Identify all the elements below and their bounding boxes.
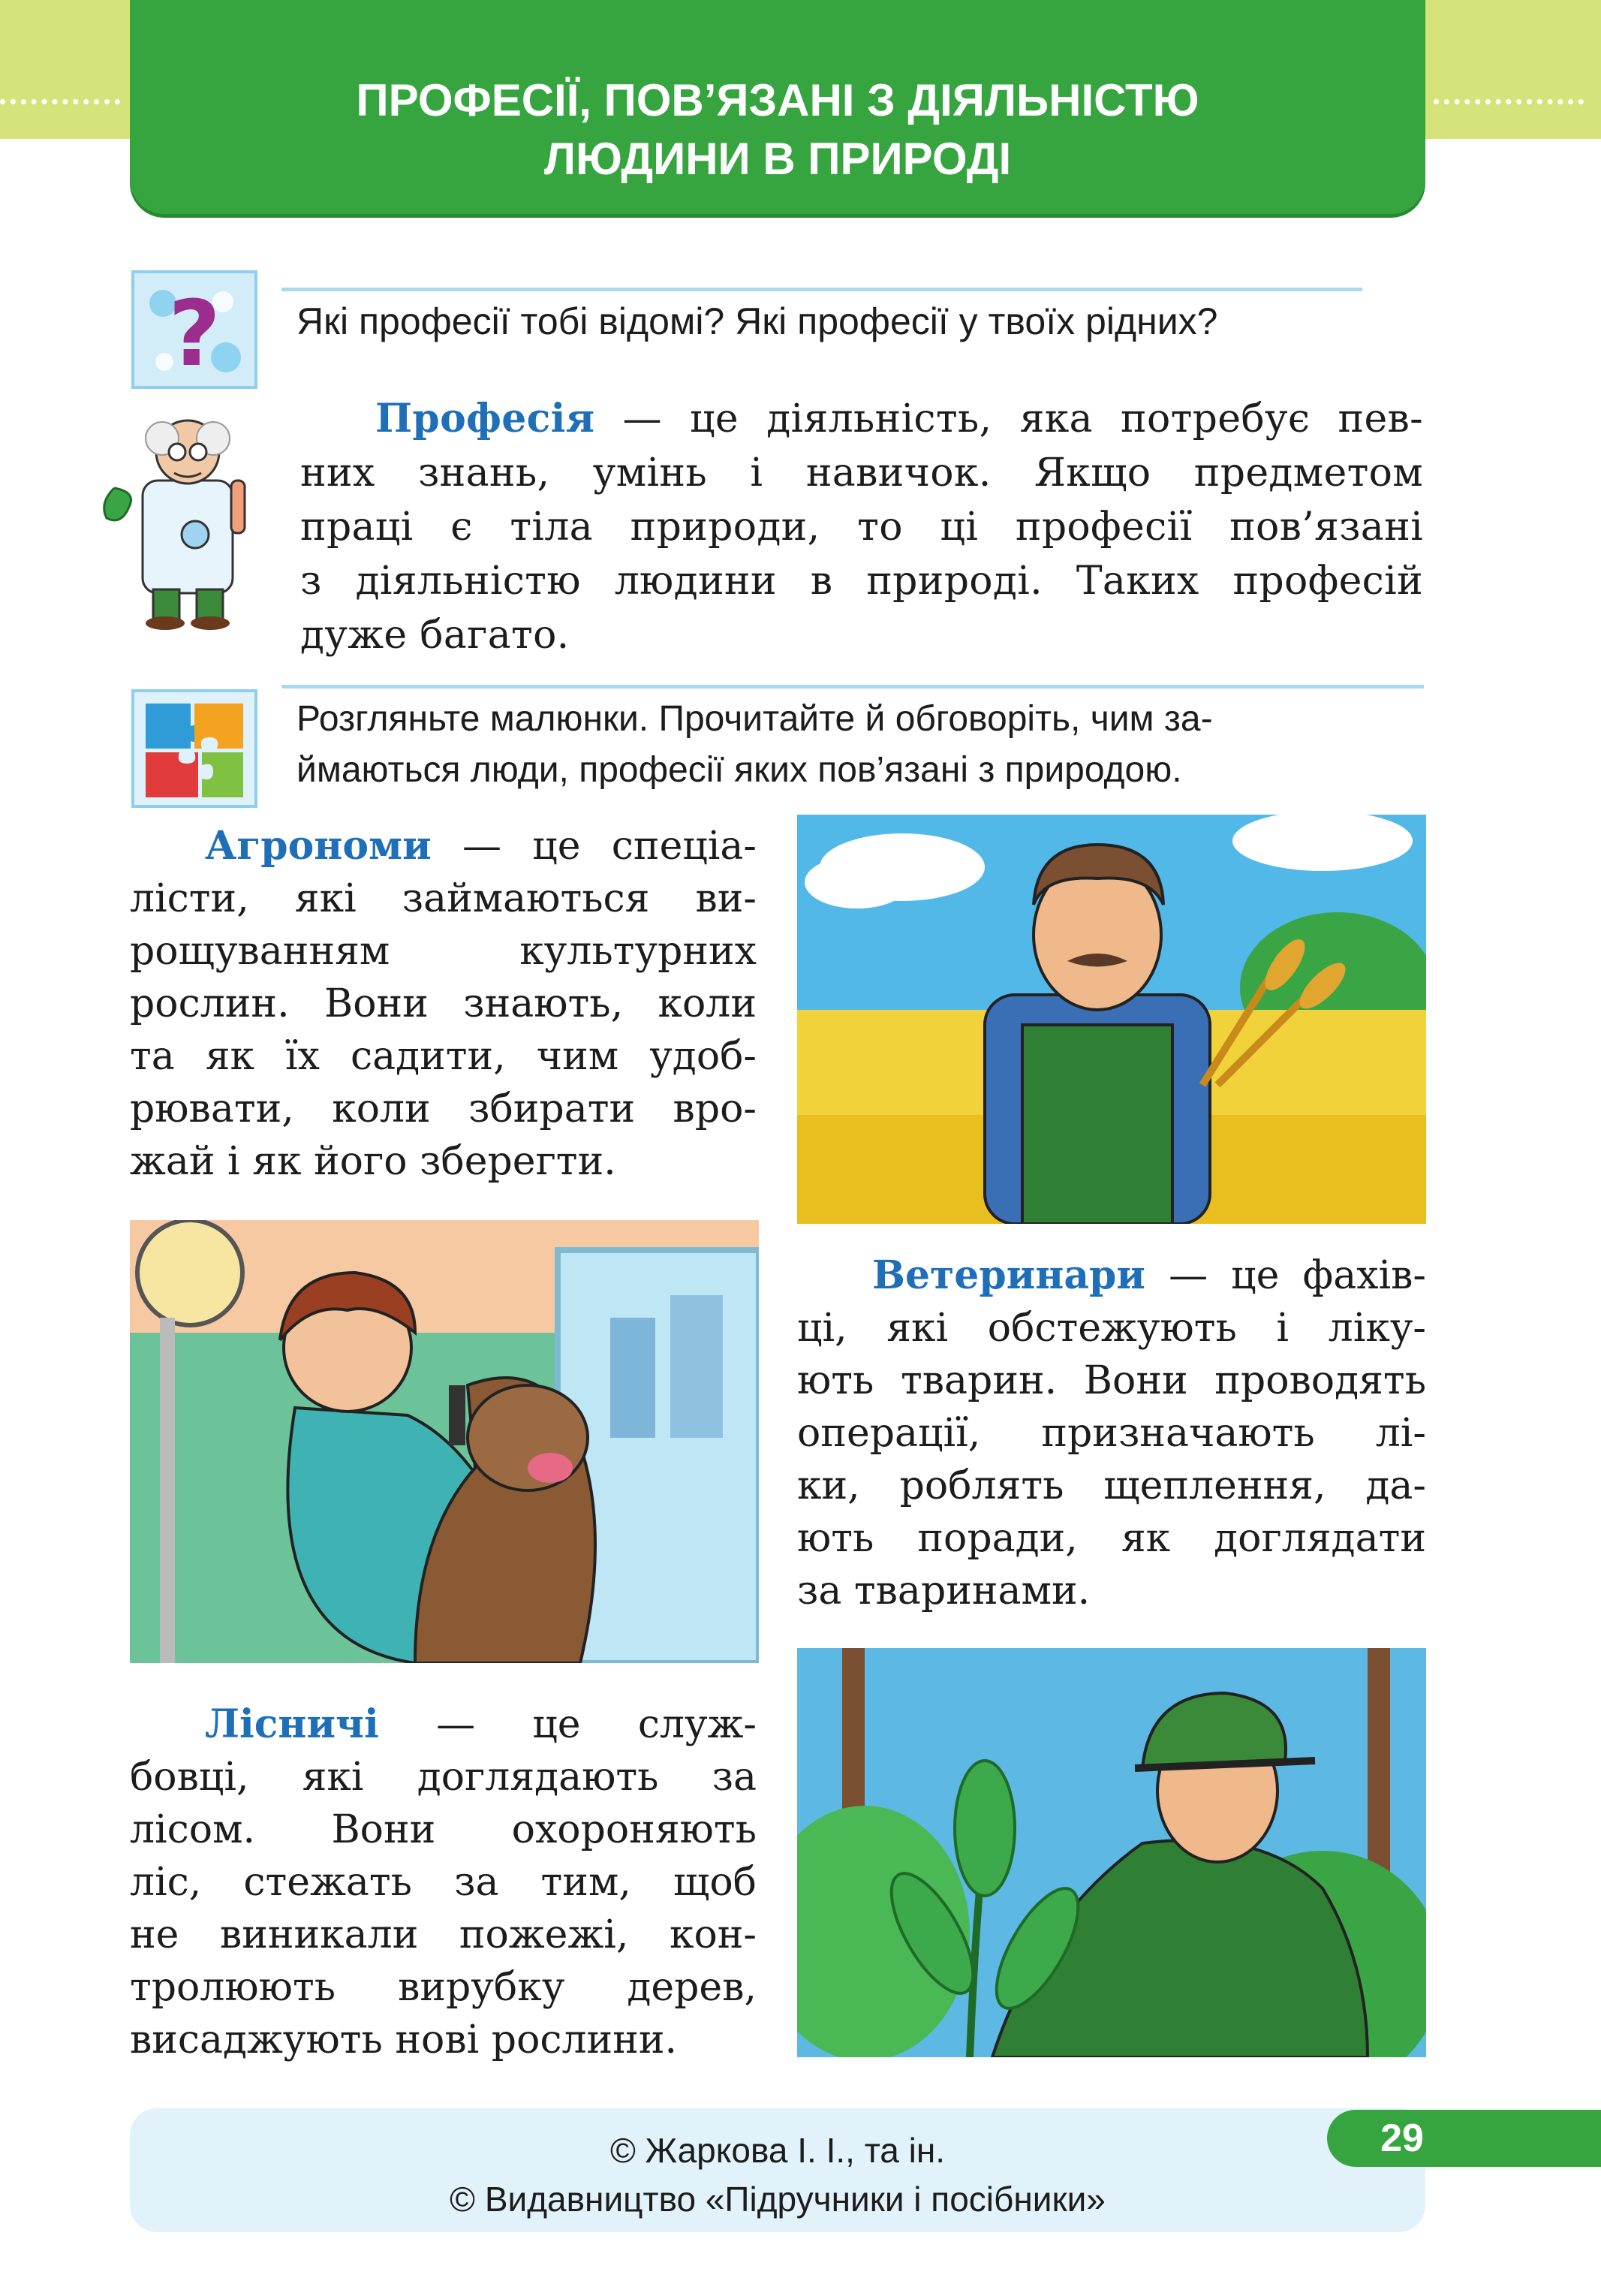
puzzle-icon xyxy=(131,689,257,808)
agronomist-illustration xyxy=(797,815,1426,1224)
term-veterinarians: Ветеринари xyxy=(872,1252,1145,1298)
paragraph-line: рощуванням культурних xyxy=(130,929,757,974)
dotted-line-right xyxy=(1434,99,1584,104)
paragraph-line: тролюють вирубку дерев, xyxy=(130,1965,757,2010)
definition-line: дуже багато. xyxy=(300,613,570,658)
term-foresters: Лісничі xyxy=(205,1701,379,1747)
paragraph-line: висаджують нові рослини. xyxy=(130,2017,678,2062)
paragraph-line: рослин. Вони знають, коли xyxy=(130,981,757,1026)
paragraph-line: — це служ- xyxy=(436,1702,757,1747)
svg-text:?: ? xyxy=(168,282,221,386)
paragraph-line: ки, роблять щеплення, да- xyxy=(797,1463,1426,1508)
paragraph-line: ці, які обстежують і ліку- xyxy=(797,1306,1426,1351)
title-line-2: ЛЮДИНИ В ПРИРОДІ xyxy=(543,134,1012,184)
paragraph-line: жай і як його зберегти. xyxy=(130,1139,616,1184)
foresters-paragraph xyxy=(130,1698,757,2066)
definition-line: — це діяльність, яка потребує пев- xyxy=(622,396,1423,441)
divider-line xyxy=(281,288,1362,291)
copyright-publisher: © Видавництво «Підручники і посібники» xyxy=(450,2180,1106,2219)
paragraph-line: лісом. Вони охороняють xyxy=(130,1807,757,1852)
paragraph-line: рювати, коли збирати вро- xyxy=(130,1086,757,1131)
paragraph-line: — це спеціа- xyxy=(462,824,757,869)
definition-line: праці є тіла природи, то ці професії пов’язані xyxy=(300,505,1423,550)
profession-definition xyxy=(300,392,1423,662)
page-number: 29 xyxy=(1380,2117,1424,2160)
divider-line xyxy=(281,685,1424,688)
paragraph-line: не виникали пожежі, кон- xyxy=(130,1912,757,1957)
paragraph-line: лісти, які займаються ви- xyxy=(130,876,757,921)
paragraph-line: ють тварин. Вони проводять xyxy=(797,1358,1426,1403)
page-title xyxy=(130,71,1425,188)
agronomists-paragraph xyxy=(130,820,757,1188)
scientist-illustration xyxy=(84,405,272,631)
question-text: Які професії тобі відомі? Які професії у твоїх рідних? xyxy=(296,300,1218,342)
task-line: Розгляньте малюнки. Прочитайте й обговоріть, чим за- xyxy=(296,699,1213,739)
definition-line: з діяльністю людини в природі. Таких професій xyxy=(300,559,1423,604)
copyright-authors: © Жаркова І. І., та ін. xyxy=(609,2131,946,2170)
copyright xyxy=(130,2126,1425,2224)
task-line: ймаються люди, професії яких пов’язані з природою. xyxy=(296,750,1182,790)
paragraph-line: ють поради, як доглядати xyxy=(797,1516,1426,1561)
paragraph-line: операції, призначають лі- xyxy=(797,1411,1426,1456)
veterinarians-paragraph xyxy=(797,1249,1426,1617)
dotted-line-left xyxy=(0,99,120,104)
paragraph-line: бовці, які доглядають за xyxy=(130,1755,757,1800)
task-text xyxy=(296,694,1430,796)
question-mark-icon xyxy=(131,270,257,389)
paragraph-line: ліс, стежать за тим, щоб xyxy=(130,1860,757,1905)
term-agronomists: Агрономи xyxy=(205,823,432,869)
paragraph-line: — це фахів- xyxy=(1169,1253,1426,1298)
veterinarian-illustration xyxy=(130,1220,759,1663)
definition-line: них знань, умінь і навичок. Якщо предметом xyxy=(300,450,1423,496)
paragraph-line: за тваринами. xyxy=(797,1568,1091,1614)
term-profession: Професія xyxy=(375,396,595,441)
forester-illustration xyxy=(797,1648,1426,2057)
paragraph-line: та як їх садити, чим удоб- xyxy=(130,1034,757,1079)
title-line-1: ПРОФЕСІЇ, ПОВ’ЯЗАНІ З ДІЯЛЬНІСТЮ xyxy=(356,75,1199,125)
